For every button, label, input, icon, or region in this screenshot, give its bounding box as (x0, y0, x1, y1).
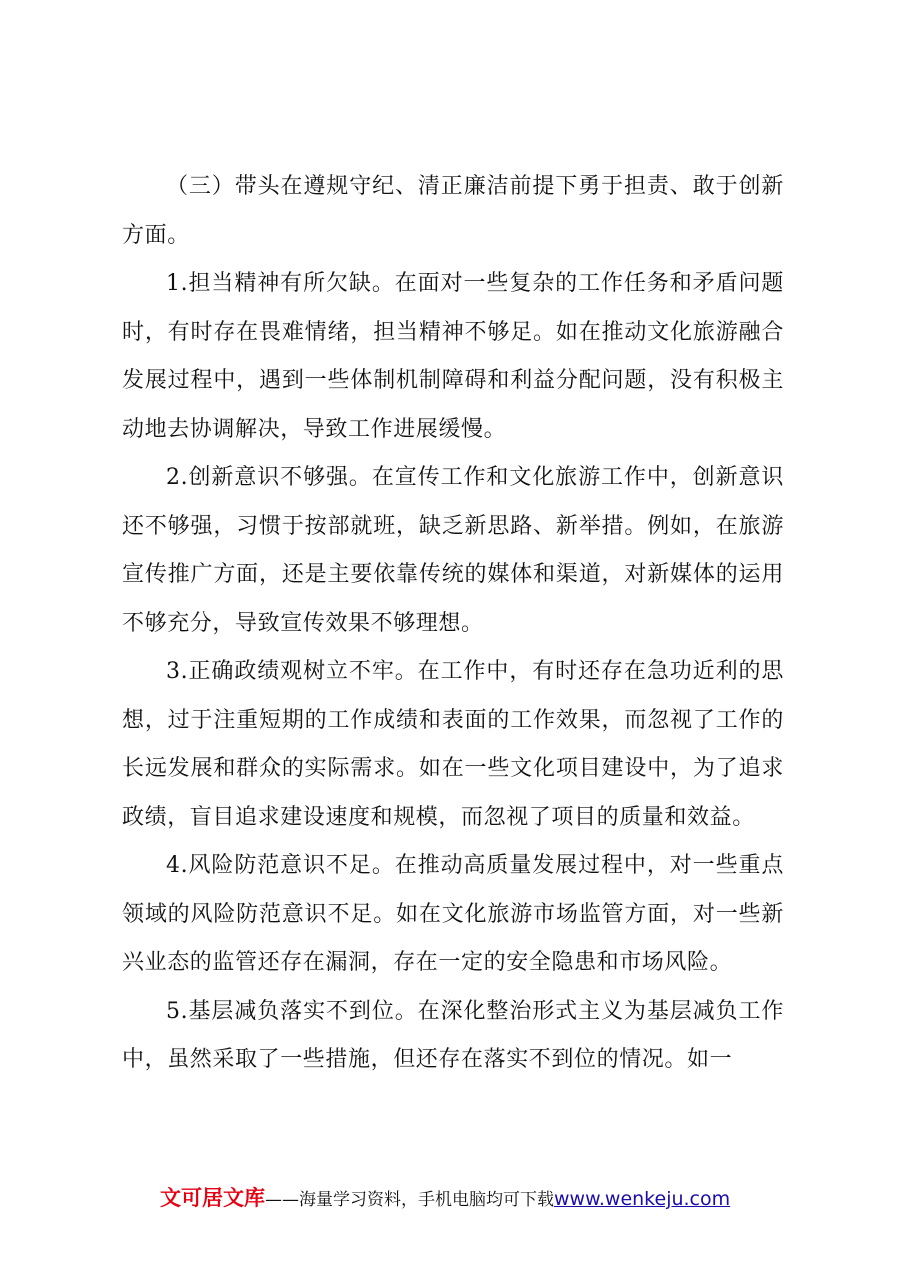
paragraph-4: 4.风险防范意识不足。在推动高质量发展过程中，对一些重点领域的风险防范意识不足。如在文化旅游市场监管方面，对一些新兴业态的监管还存在漏洞，存在一定的安全隐患和市场风险。 (122, 853, 784, 975)
paragraph-3: 3.正确政绩观树立不牢。在工作中，有时还存在急功近利的思想，过于注重短期的工作成绩和表面的工作效果，而忽视了工作的长远发展和群众的实际需求。如在一些文化项目建设中，为了追求政绩，盲目追求建设速度和规模，而忽视了项目的质量和效益。 (122, 659, 784, 830)
footer-tagline: ——海量学习资料，手机电脑均可下载 (265, 1190, 554, 1210)
paragraph-1: 1.担当精神有所欠缺。在面对一些复杂的工作任务和矛盾问题时，有时存在畏难情绪，担当精神不够足。如在推动文化旅游融合发展过程中，遇到一些体制机制障碍和利益分配问题，没有积极主动地去协调解决，导致工作进展缓慢。 (122, 271, 784, 442)
paragraph-5: 5.基层减负落实不到位。在深化整治形式主义为基层减负工作中，虽然采取了一些措施，但还存在落实不到位的情况。如一 (122, 998, 784, 1072)
paragraph-2: 2.创新意识不够强。在宣传工作和文化旅游工作中，创新意识还不够强，习惯于按部就班，缺乏新思路、新举措。例如，在旅游宣传推广方面，还是主要依靠传统的媒体和渠道，对新媒体的运用不够充分，导致宣传效果不够理想。 (122, 465, 784, 636)
footer-banner (160, 1181, 780, 1215)
footer-brand: 文可居文库 (160, 1186, 265, 1210)
footer-website-link[interactable]: www.wenkeju.com (554, 1188, 731, 1210)
document-body (122, 163, 784, 1085)
section-heading: （三）带头在遵规守纪、清正廉洁前提下勇于担责、敢于创新方面。 (122, 174, 784, 248)
